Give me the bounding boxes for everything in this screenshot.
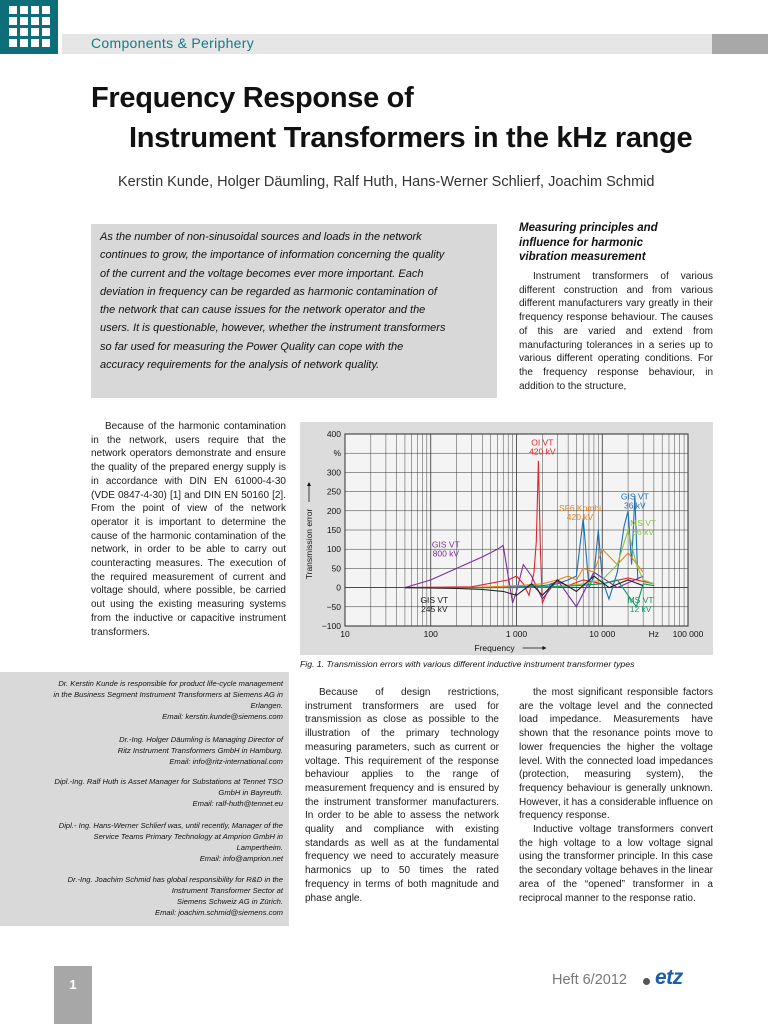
author-bio xyxy=(13,874,283,918)
author-bio xyxy=(13,678,283,722)
y-tick-label: % xyxy=(333,448,341,459)
body-column-left xyxy=(91,420,286,639)
bio-line: Email: info@ritz-international.com xyxy=(169,757,283,767)
y-axis-label: Transmission error xyxy=(304,508,314,580)
header-bar-accent xyxy=(712,34,768,54)
page-number: 1 xyxy=(69,977,77,992)
bio-line: Dipl.-Ing. Ralf Huth is Asset Manager for Substations at Tennet TSO xyxy=(54,777,283,786)
author-bio xyxy=(13,776,283,809)
abstract-line: accuracy requirements for the analysis of network quality. xyxy=(100,359,380,372)
bio-line: Ritz Instrument Transformers GmbH in Hamburg. xyxy=(117,746,283,756)
bio-line: Erlangen. xyxy=(250,701,283,711)
series-label: OI VT xyxy=(531,437,554,448)
abstract-text xyxy=(100,228,492,374)
bio-line: Service Teams Primary Technology at Amprion GmbH in xyxy=(93,832,283,842)
section-heading-line: Measuring principles and xyxy=(519,222,658,234)
y-tick-label: 250 xyxy=(326,486,341,497)
x-tick-label: 10 xyxy=(340,629,350,639)
abstract-box xyxy=(91,224,497,398)
abstract-line: users. It is questionable, however, whether the instrument transformers xyxy=(100,322,446,335)
y-tick-label: 150 xyxy=(326,525,341,535)
series-label: 420 kV xyxy=(529,446,556,457)
figure-1 xyxy=(300,422,713,655)
abstract-line: continues to grow, the importance of information concerning the quality xyxy=(100,249,445,262)
bio-line: Siemens Schweiz AG in Zürich. xyxy=(176,897,283,907)
bio-line: in the Business Segment Instrument Transformers at Siemens AG in xyxy=(53,690,283,700)
journal-logo xyxy=(0,0,58,54)
article-title-line2: Instrument Transformers in the kHz range xyxy=(129,122,693,154)
x-tick-label: 100 000 xyxy=(672,629,704,639)
transmission-error-chart xyxy=(300,422,713,655)
section-heading-line: vibration measurement xyxy=(519,251,646,263)
bio-line: Dr.-Ing. Holger Däumling is Managing Director of xyxy=(119,735,283,744)
series-label: 36 kV xyxy=(632,527,655,538)
x-unit-label: Hz xyxy=(648,629,660,639)
abstract-line: As the number of non-sinusoidal sources and loads in the network xyxy=(100,231,422,243)
series-label: SF6 Kombi xyxy=(558,502,602,513)
y-tick-label: −50 xyxy=(326,601,341,612)
y-tick-label: 300 xyxy=(326,467,341,478)
abstract-line: deviation in frequency can be regarded as harmonic contamination of xyxy=(100,285,437,298)
series-label: 36 kV xyxy=(623,500,646,511)
series-label: 12 kV xyxy=(629,603,652,614)
x-tick-label: 1 000 xyxy=(505,629,528,639)
bio-line: GmbH in Bayreuth. xyxy=(218,788,283,798)
page-number-tab xyxy=(54,966,92,1024)
abstract-line: of the current and the voltage becomes ever more important. Each xyxy=(100,267,424,280)
body-column-right-bottom xyxy=(519,686,713,905)
bio-line: Instrument Transformer Sector at xyxy=(171,886,283,896)
y-tick-label: −100 xyxy=(321,621,341,631)
series-label: GIS VT xyxy=(620,491,649,502)
paragraph: Because of the harmonic contamination in the network, users require that the network operators demonstrate and ensure the quality of the prepared energy supply is in accordance with DIN EN 61000-4-30 (VDE 0847-4-30) [1] and DIN EN 50160 [2]. From the point of view of the network operator it is important to determine the cause of the harmonic contamination of the network, in order to be able to carry out counteracting measures. The execution of the required measurement of current and voltage should, where possible, be carried out using the existing measuring systems from the inductive or capacitive instrument transformers. xyxy=(91,421,286,638)
paragraph: Because of design restrictions, instrument transformers are used for transmission as close as possible to the illustration of the primary technology measuring parameters, such as current or voltage. This requirement of the response behaviour applies to the range of measurement frequency and is ensured by the instrument transformer manufacturers. In order to be able to assess the network quality and compliance with existing standards as well as at the fundamental frequency we need to accurately measure harmonics up to 50 times the rated frequency in terms of both magnitude and phase angle. xyxy=(305,687,499,904)
series-label: MS VT xyxy=(630,518,657,529)
paragraph: Inductive voltage transformers convert the high voltage to a low voltage signal using the transformer principle. In this case the secondary voltage behaves in the linear area of the “opened” transformer in a reciprocal manner to the response ratio. xyxy=(519,824,713,904)
logo-grid-icon xyxy=(9,6,49,46)
abstract-line: so far used for measuring the Power Quality can cope with the xyxy=(100,340,404,353)
bullet-icon xyxy=(643,978,650,985)
bio-line: Email: ralf-huth@tennet.eu xyxy=(192,799,283,809)
y-axis-arrowhead xyxy=(307,482,311,486)
author-bio xyxy=(13,820,283,864)
section-heading xyxy=(519,221,719,265)
issue-label: Heft 6/2012 xyxy=(552,972,627,988)
series-label: 800 kV xyxy=(432,548,460,559)
series-label: 245 kV xyxy=(421,603,448,614)
x-tick-label: 100 xyxy=(423,629,438,639)
section-label: Components & Periphery xyxy=(91,35,255,51)
y-tick-label: 400 xyxy=(326,429,341,439)
bio-line: Email: info@amprion.net xyxy=(199,854,283,864)
series-label: GIS VT xyxy=(420,594,449,605)
bio-line: Dipl.- Ing. Hans-Werner Schlierf was, until recently, Manager of the xyxy=(58,821,283,830)
paragraph: the most significant responsible factors are the voltage level and the connected load impedance. Measurements have shown that the resonance points move to lower frequencies the higher the voltage level. With the connected load impedances (protection, measuring system), the frequency behaviour is generally unknown. However, it has a considerable influence on frequency response. xyxy=(519,687,713,822)
bio-line: Email: kerstin.kunde@siemens.com xyxy=(162,712,283,722)
y-tick-label: 0 xyxy=(336,582,341,593)
etz-logo: etz xyxy=(655,966,683,989)
x-axis-label: Frequency xyxy=(474,643,515,653)
series-label: MS VT xyxy=(627,594,654,605)
article-title-line1: Frequency Response of xyxy=(91,82,414,114)
series-label: 420 kV xyxy=(566,511,594,522)
abstract-line: the network that can cause issues for the network operator and the xyxy=(100,304,426,317)
author-bios xyxy=(0,672,289,926)
series-label: GIS VT xyxy=(431,539,460,550)
bio-line: Lampertheim. xyxy=(236,843,283,853)
bio-line: Dr.-Ing. Joachim Schmid has global responsibility for R&D in the xyxy=(67,875,283,884)
author-bio xyxy=(13,734,283,767)
section-heading-line: influence for harmonic xyxy=(519,236,643,249)
y-tick-label: 50 xyxy=(331,563,341,574)
x-axis-arrowhead xyxy=(543,646,547,650)
figure-caption: Fig. 1. Transmission errors with various different inductive instrument transformer types xyxy=(300,659,635,669)
body-column-right-top xyxy=(519,270,713,393)
y-tick-label: 100 xyxy=(326,544,341,555)
author-list: Kerstin Kunde, Holger Däumling, Ralf Huth, Hans-Werner Schlierf, Joachim Schmid xyxy=(118,174,655,190)
bio-line: Email: joachim.schmid@siemens.com xyxy=(155,908,283,918)
y-tick-label: 200 xyxy=(326,505,341,516)
bio-line: Dr. Kerstin Kunde is responsible for product life-cycle management xyxy=(58,679,283,688)
x-tick-label: 10 000 xyxy=(589,629,616,639)
body-column-middle xyxy=(305,686,499,905)
paragraph: Instrument transformers of various different construction and from various different manufacturers vary greatly in their frequency response behaviour. The causes of this are varied and extend from manufacturing tolerances in a series up to various different operating conditions. For the frequency response behaviour, in addition to the structure, xyxy=(519,271,713,392)
